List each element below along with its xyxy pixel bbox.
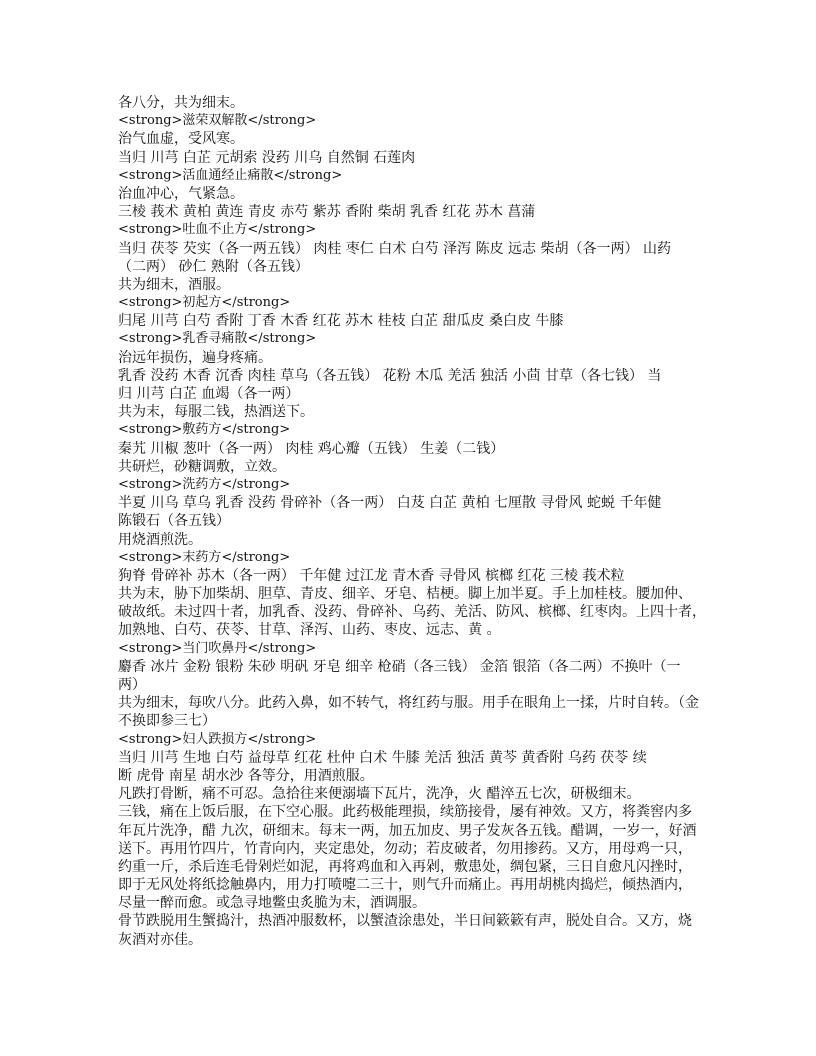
document-page xyxy=(118,94,718,949)
section-heading: <strong>当门吹鼻丹</strong> xyxy=(118,640,317,656)
section-heading: <strong>洗药方</strong> xyxy=(118,476,291,492)
text-line: 共研烂，砂糖调敷，立效。 xyxy=(118,458,286,475)
text-line: 麝香 冰片 金粉 银粉 朱砂 明矾 牙皂 细辛 枪硝（各三钱） 金箔 银箔（各二两）不换叶（一 xyxy=(118,658,681,675)
text-line: 归尾 川芎 白芍 香附 丁香 木香 红花 苏木 桂枝 白芷 甜瓜皮 桑白皮 牛膝 xyxy=(118,313,564,330)
text-line: 尽量一醉而愈。或急寻地鳖虫炙脆为末，酒调服。 xyxy=(118,895,426,912)
text-line: 约重一斤，杀后连毛骨剁烂如泥，再将鸡血和入再剁，敷患处，绸包紧，三日自愈凡闪挫时， xyxy=(118,858,692,875)
text-line: 治血冲心，气紧急。 xyxy=(118,185,244,202)
text-line: 用烧酒煎洗。 xyxy=(118,531,202,548)
section-heading: <strong>活血通经止痛散</strong> xyxy=(118,167,343,183)
section-heading: <strong>吐血不止方</strong> xyxy=(118,222,317,238)
text-line: 不换即参三七） xyxy=(118,713,216,730)
text-line: 骨节跌脱用生蟹捣汁，热酒冲服数杯，以蟹渣涂患处，半日间簌簌有声，脱处自合。又方，烧 xyxy=(118,913,692,930)
text-line: 陈锻石（各五钱） xyxy=(118,513,230,530)
text-line: 狗脊 骨碎补 苏木（各一两） 千年健 过江龙 青木香 寻骨风 槟榔 红花 三棱 莪术粒 xyxy=(118,567,625,584)
text-line: 共为细末，每吹八分。此药入鼻，如不转气，将红药与服。用手在眼角上一揉，片时自转。（金 xyxy=(118,695,699,712)
section-heading: <strong>末药方</strong> xyxy=(118,549,291,565)
text-line: 两） xyxy=(118,677,146,693)
section-heading: <strong>妇人跌损方</strong> xyxy=(118,731,317,747)
text-line: 秦艽 川椒 葱叶（各一两） 肉桂 鸡心瓣（五钱） 生姜（二钱） xyxy=(118,440,505,457)
section-heading: <strong>初起方</strong> xyxy=(118,295,291,311)
text-line: 加熟地、白芍、茯苓、甘草、泽泻、山药、枣皮、远志、黄 。 xyxy=(118,622,501,639)
text-line: 当归 川芎 白芷 元胡索 没药 川乌 自然铜 石莲肉 xyxy=(118,149,416,166)
text-line: 共为末，每服二钱，热酒送下。 xyxy=(118,404,314,421)
text-line: 即于无风处将纸捻触鼻内，用力打喷嚏二三十，则气升而痛止。再用胡桃肉捣烂，倾热酒内， xyxy=(118,877,692,894)
text-line: 三棱 莪术 黄柏 黄连 青皮 赤芍 紫苏 香附 柴胡 乳香 红花 苏木 菖蒲 xyxy=(118,204,536,221)
text-line: 乳香 没药 木香 沉香 肉桂 草乌（各五钱） 花粉 木瓜 羌活 独活 小茴 甘草（各七钱） 当 xyxy=(118,367,662,384)
section-heading: <strong>滋荣双解散</strong> xyxy=(118,113,317,129)
section-heading: <strong>乳香寻痛散</strong> xyxy=(118,331,317,347)
text-line: 当归 川芎 生地 白芍 益母草 红花 杜仲 白术 牛膝 羌活 独活 黄芩 黄香附 乌药 茯苓 续 xyxy=(118,749,647,766)
text-line: （二两） 砂仁 熟附（各五钱） xyxy=(118,258,309,275)
text-line: 治气血虚，受风寒。 xyxy=(118,131,244,148)
text-line: 共为末，胁下加柴胡、胆草、青皮、细辛、牙皂、桔梗。脚上加半夏。手上加桂枝。腰加仲、 xyxy=(118,586,692,603)
text-line: 断 虎骨 南星 胡水沙 各等分，用酒煎服。 xyxy=(118,767,374,784)
text-line: 送下。再用竹四片，竹青向内，夹定患处，勿动；若皮破者，勿用掺药。又方，用母鸡一只， xyxy=(118,840,692,857)
text-line: 共为细末，酒服。 xyxy=(118,276,230,293)
text-line: 破故纸。未过四十者，加乳香、没药、骨碎补、乌药、羌活、防风、槟榔、红枣肉。上四十者， xyxy=(118,604,706,621)
text-line: 治远年损伤，遍身疼痛。 xyxy=(118,349,272,366)
section-heading: <strong>敷药方</strong> xyxy=(118,422,291,438)
text-line: 年瓦片洗净，醋 九次，研细末。每末一两，加五加皮、男子发灰各五钱。醋调，一岁一，好酒 xyxy=(118,822,697,839)
text-line: 半夏 川乌 草乌 乳香 没药 骨碎补（各一两） 白芨 白芷 黄柏 七厘散 寻骨风 蛇蜕 千年健 xyxy=(118,495,662,512)
text-line: 凡跌打骨断，痛不可忍。急拾往来便溺墙下瓦片，洗净，火 醋淬五七次，研极细末。 xyxy=(118,786,641,803)
text-line: 各八分，共为细末。 xyxy=(118,95,244,111)
text-line: 三钱，痛在上饭后服，在下空心服。此药极能理损，续筋接骨，屡有神效。又方，将粪窖内多 xyxy=(118,804,692,821)
text-line: 归 川芎 白芷 血竭（各一两） xyxy=(118,386,300,402)
text-line: 灰酒对亦佳。 xyxy=(118,931,202,948)
text-line: 当归 茯苓 芡实（各一两五钱） 肉桂 枣仁 白术 白芍 泽泻 陈皮 远志 柴胡（各一两） 山药 xyxy=(118,240,671,257)
